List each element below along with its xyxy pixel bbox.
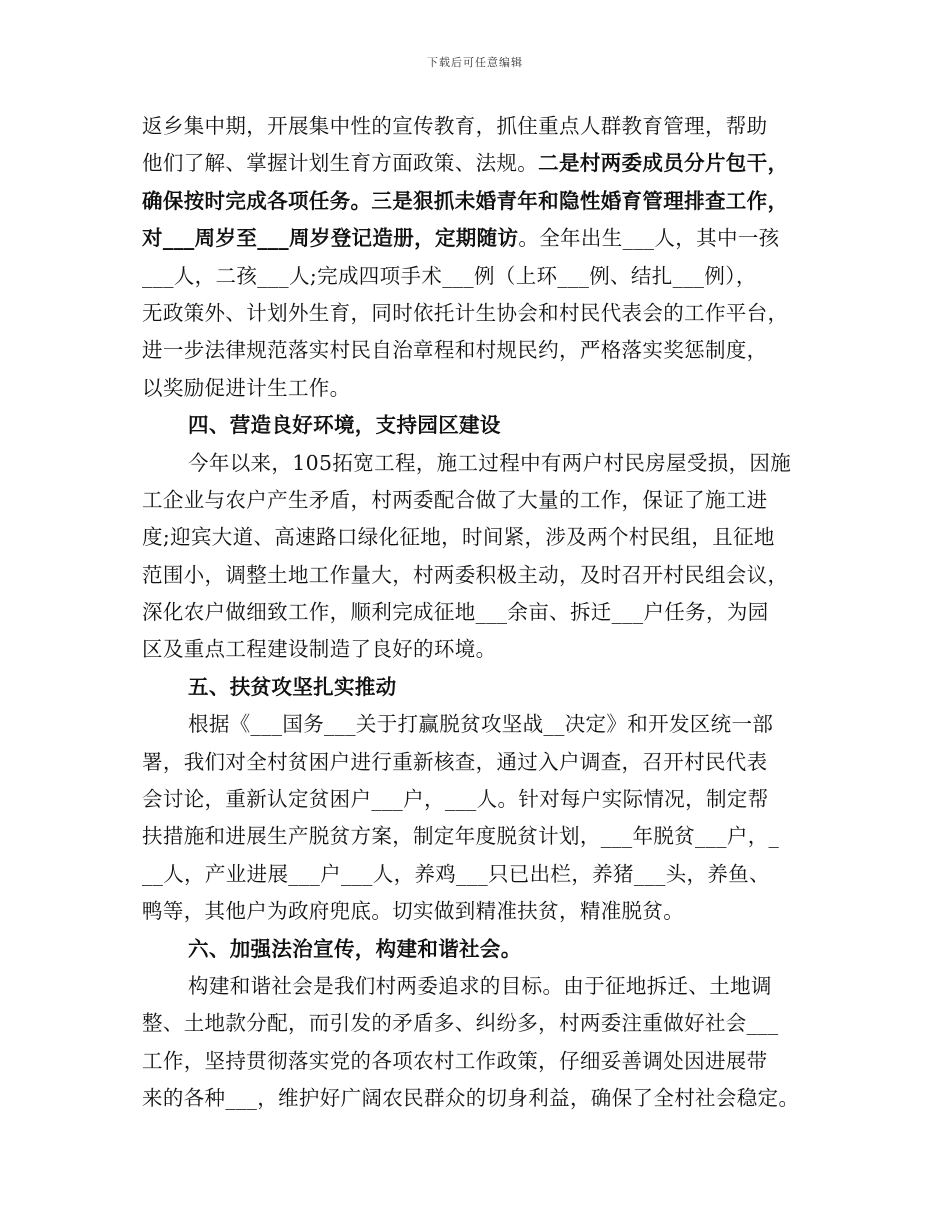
page-header: 下载后可任意编辑 [427,56,523,69]
document-body [142,108,832,1118]
text-line [142,145,832,182]
bold-text-segment: 四、营造良好环境，支持园区建设 [188,413,501,438]
text-segment: __人，产业进展___户___人，养鸡___只已出栏，养猪___头，养鱼、 [142,861,770,886]
text-line [142,519,832,556]
text-line [142,1080,832,1117]
text-line [142,220,832,257]
text-line [142,407,832,444]
bold-text-segment: 二是村两委成员分片包干， [538,151,789,176]
text-line [142,968,832,1005]
text-line [142,108,832,145]
text-line [142,1043,832,1080]
text-segment: 构建和谐社会是我们村两委追求的目标。由于征地拆迁、土地调 [188,973,772,998]
text-line [142,781,832,818]
text-line [142,482,832,519]
text-line [142,931,832,968]
text-line [142,183,832,220]
text-line [142,1005,832,1042]
text-segment: 以奖励促进计生工作。 [142,375,351,400]
text-line [142,557,832,594]
text-line [142,295,832,332]
text-segment: 无政策外、计划外生育，同时依托计生协会和村民代表会的工作平台， [142,300,789,325]
text-segment: 工作，坚持贯彻落实党的各项农村工作政策，仔细妥善调处因进展带 [142,1048,768,1073]
text-segment: 工企业与农户产生矛盾，村两委配合做了大量的工作，保证了施工进 [142,487,768,512]
text-line [142,856,832,893]
text-segment: 整、土地款分配，而引发的矛盾多、纠纷多，村两委注重做好社会___ [142,1011,779,1036]
text-line [142,332,832,369]
text-segment: 他们了解、掌握计划生育方面政策、法规。 [142,151,539,176]
text-segment: 根据《___国务___关于打赢脱贫攻坚战__决定》和开发区统一部 [188,712,774,737]
text-segment: 。全年出生___人，其中一孩 [518,226,780,251]
bold-text-segment: 六、加强法治宣传，构建和谐社会。 [188,936,522,961]
text-segment: 范围小，调整土地工作量大，村两委积极主动，及时召开村民组会议， [142,562,789,587]
text-line [142,594,832,631]
text-line [142,744,832,781]
text-segment: 进一步法律规范落实村民自治章程和村规民约，严格落实奖惩制度， [142,338,768,363]
text-line [142,706,832,743]
bold-text-segment: 确保按时完成各项任务。三是狠抓未婚青年和隐性婚育管理排查工作， [142,188,789,213]
text-segment: 深化农户做细致工作，顺利完成征地___余亩、拆迁___户任务，为园 [142,600,769,625]
text-segment: 会讨论，重新认定贫困户___户，___人。针对每户实际情况，制定帮 [142,787,769,812]
text-segment: 扶措施和进展生产脱贫方案，制定年度脱贫计划，___年脱贫___户，_ [142,824,780,849]
text-segment: 区及重点工程建设制造了良好的环境。 [142,637,497,662]
text-segment: 署，我们对全村贫困户进行重新核查，通过入户调查，召开村民代表 [142,749,768,774]
text-line [142,669,832,706]
text-line [142,893,832,930]
text-segment: 返乡集中期，开展集中性的宣传教育，抓住重点人群教育管理，帮助 [142,114,768,138]
text-line [142,818,832,855]
text-segment: 度;迎宾大道、高速路口绿化征地，时间紧，涉及两个村民组，且征地 [142,525,775,550]
text-segment: ___人，二孩___人;完成四项手术___例（上环___例、结扎___例）， [142,263,757,288]
text-segment: 鸭等，其他户为政府兜底。切实做到精准扶贫，精准脱贫。 [142,899,685,924]
text-segment: 来的各种___，维护好广阔农民群众的切身利益，确保了全村社会稳定。 [142,1086,800,1111]
text-line [142,631,832,668]
text-line [142,258,832,295]
bold-text-segment: 对___周岁至___周岁登记造册，定期随访 [142,226,519,251]
text-line [142,445,832,482]
bold-text-segment: 五、扶贫攻坚扎实推动 [188,674,397,699]
text-line [142,370,832,407]
text-segment: 今年以来，105拓宽工程，施工过程中有两户村民房屋受损，因施 [188,450,792,475]
